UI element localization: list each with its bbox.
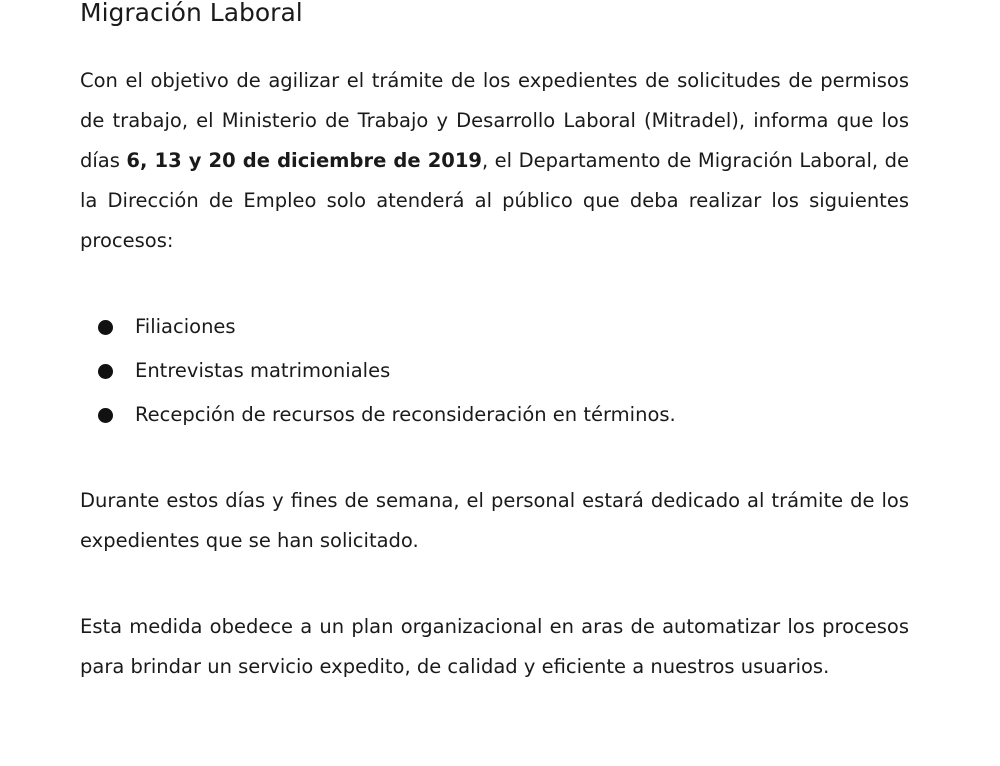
list-item xyxy=(80,351,676,395)
process-list xyxy=(80,307,676,439)
list-item xyxy=(80,307,676,351)
list-item xyxy=(80,395,676,439)
list-item-label: Entrevistas matrimoniales xyxy=(135,359,391,382)
intro-paragraph xyxy=(80,61,909,261)
closing-paragraph: Esta medida obedece a un plan organizacional en aras de automatizar los procesos para brindar un servicio expedito, de calidad y eficiente a nuestros usuarios. xyxy=(80,615,909,678)
intro-text-end: , el Departamento de Migración Laboral, de la Dirección de Empleo solo atenderá al público que deba realizar los siguientes procesos: xyxy=(80,149,909,252)
intro-dates-bold: 6, 13 y 20 de diciembre de 2019 xyxy=(126,149,482,172)
list-item-label: Recepción de recursos de reconsideración en términos. xyxy=(135,403,676,426)
list-item-label: Filiaciones xyxy=(135,315,236,338)
intro-text-start: Con el objetivo de agilizar el trámite de los expedientes de solicitudes de permisos de trabajo, el Ministerio de Trabajo y Desarrollo Laboral (Mitradel), informa que los días xyxy=(80,69,909,172)
bullet-icon xyxy=(98,364,113,379)
staff-paragraph: Durante estos días y fines de semana, el personal estará dedicado al trámite de los expedientes que se han solicitado. xyxy=(80,489,909,552)
bullet-icon xyxy=(98,320,113,335)
bullet-icon xyxy=(98,408,113,423)
page-title: Migración Laboral xyxy=(80,0,303,27)
